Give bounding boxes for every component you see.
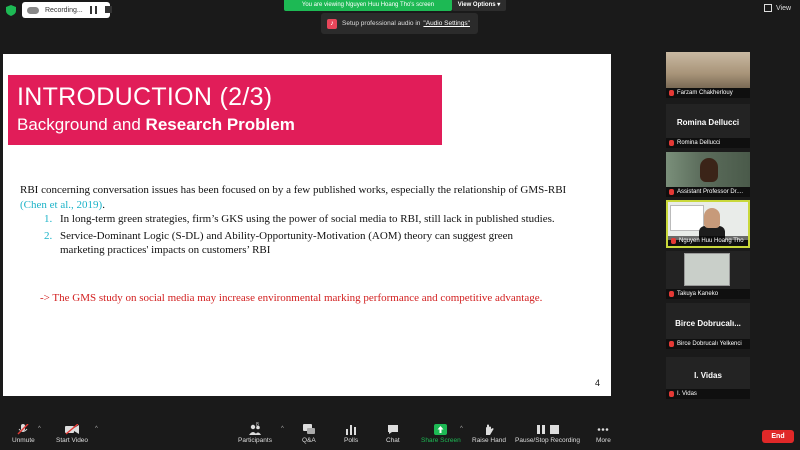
more-button[interactable]	[596, 424, 611, 444]
slide-title: INTRODUCTION (2/3)	[17, 83, 273, 111]
slide-subtitle	[17, 115, 295, 135]
cloud-record-icon	[27, 7, 39, 14]
shield-icon[interactable]	[6, 5, 16, 16]
participant-tile[interactable]	[666, 52, 750, 98]
list-number: 2.	[44, 230, 53, 242]
pause-recording-icon[interactable]	[90, 6, 97, 14]
muted-mic-icon	[669, 291, 674, 297]
slide-paragraph	[20, 183, 580, 213]
participant-display-name: Birce Dobrucalı...	[675, 319, 741, 328]
viewing-screen-banner: You are viewing Nguyen Huu Hoang Tho's screen	[284, 0, 452, 11]
participant-video	[666, 52, 750, 88]
list-item	[20, 212, 560, 226]
list-text: In long-term green strategies, firm’s GKS using the power of social media to RBI, still lack in published studies.	[60, 213, 555, 225]
polls-button[interactable]	[344, 424, 358, 444]
slide-list	[20, 212, 560, 260]
participant-tile[interactable]	[666, 152, 750, 197]
chat-icon	[387, 424, 399, 435]
participant-face	[704, 208, 720, 228]
pause-stop-recording-button[interactable]	[515, 424, 580, 444]
participant-face	[700, 158, 718, 182]
participants-count: 8	[256, 422, 259, 428]
unmute-button[interactable]	[12, 424, 35, 444]
paragraph-text: RBI concerning conversation issues has been focused on by a few published works, especially the relationship of GMS-RBI	[20, 184, 567, 196]
presentation-board	[670, 205, 704, 231]
share-screen-label: Share Screen	[421, 437, 461, 444]
chevron-up-icon[interactable]: ^	[281, 426, 284, 432]
share-screen-icon	[434, 424, 447, 435]
view-options-button[interactable]	[452, 0, 506, 11]
participant-name: Farzam Chakherlouy	[666, 88, 750, 98]
participant-name: Birce Dobrucalı Yelkenci	[666, 339, 750, 349]
participant-tile[interactable]	[666, 303, 750, 349]
slide-page-number: 4	[595, 378, 601, 388]
shared-slide	[3, 54, 611, 396]
qa-label: Q&A	[302, 437, 316, 444]
view-button[interactable]	[764, 4, 791, 12]
muted-mic-icon	[669, 189, 674, 195]
participant-video	[684, 253, 730, 286]
start-video-button[interactable]	[56, 424, 88, 444]
paragraph-citation: (Chen et al., 2019)	[20, 199, 103, 211]
chevron-up-icon[interactable]: ^	[460, 426, 463, 432]
audio-tip-text: Setup professional audio in	[342, 20, 421, 27]
list-number: 1.	[44, 213, 53, 225]
participant-name: Nguyen Huu Hoang Tho	[668, 236, 748, 246]
share-screen-button[interactable]	[421, 424, 461, 444]
chat-label: Chat	[386, 437, 400, 444]
chat-button[interactable]	[386, 424, 400, 444]
muted-mic-icon	[671, 238, 676, 244]
slide-subtitle-bold: Research Problem	[145, 115, 295, 134]
audio-settings-link[interactable]: "Audio Settings"	[423, 20, 470, 27]
raise-hand-label: Raise Hand	[472, 437, 506, 444]
polls-icon	[345, 424, 357, 435]
start-video-label: Start Video	[56, 437, 89, 444]
participant-name: Assistant Professor Dr....	[666, 187, 750, 197]
slide-conclusion: -> The GMS study on social media may increase environmental marking performance and competitive advantage.	[40, 292, 543, 304]
participant-name: Takuya Kaneko	[666, 289, 750, 299]
muted-mic-icon	[669, 341, 674, 347]
meeting-toolbar	[0, 420, 800, 450]
end-meeting-button[interactable]: End	[762, 430, 794, 443]
top-bar	[0, 0, 800, 40]
active-speaker-tile[interactable]	[666, 200, 750, 248]
chevron-up-icon[interactable]: ^	[95, 426, 98, 432]
participant-name: Romina Dellucci	[666, 138, 750, 148]
participants-icon	[249, 424, 261, 435]
participants-button[interactable]	[238, 424, 272, 444]
chevron-up-icon[interactable]: ^	[38, 426, 41, 432]
qa-icon	[303, 424, 315, 435]
pause-stop-icon	[537, 424, 559, 435]
muted-mic-icon	[669, 90, 674, 96]
video-off-icon	[65, 424, 79, 435]
raise-hand-icon	[483, 424, 495, 435]
muted-mic-icon	[17, 424, 29, 435]
audio-settings-tip	[321, 13, 478, 34]
recording-indicator	[22, 2, 110, 18]
pause-stop-recording-label: Pause/Stop Recording	[515, 437, 581, 444]
participant-name: I. Vidas	[666, 389, 750, 399]
list-item	[20, 229, 560, 257]
slide-subtitle-plain: Background and	[17, 115, 146, 134]
more-icon	[597, 424, 609, 435]
participants-label: Participants	[238, 437, 272, 444]
participant-display-name: Romina Dellucci	[676, 118, 740, 127]
grid-icon	[764, 4, 772, 12]
raise-hand-button[interactable]	[472, 424, 506, 444]
paragraph-end: .	[102, 199, 105, 211]
qa-button[interactable]	[302, 424, 316, 444]
audio-icon: ♪	[327, 19, 337, 29]
chevron-down-icon: ▾	[497, 2, 501, 8]
slide-title-box	[8, 75, 442, 145]
more-label: More	[596, 437, 611, 444]
list-text: Service-Dominant Logic (S-DL) and Ability-Opportunity-Motivation (AOM) theory can suggest green marketing practices' impacts on customers’ RBI	[60, 230, 514, 256]
participant-tile[interactable]	[666, 251, 750, 299]
view-label: View	[776, 4, 792, 12]
participant-tile[interactable]	[666, 357, 750, 399]
unmute-label: Unmute	[12, 437, 35, 444]
stop-recording-icon[interactable]	[105, 6, 112, 13]
muted-mic-icon	[669, 140, 674, 146]
participant-display-name: I. Vidas	[694, 371, 722, 380]
polls-label: Polls	[344, 437, 359, 444]
muted-mic-icon	[669, 391, 674, 397]
participant-tile[interactable]	[666, 104, 750, 148]
view-options-label: View Options	[457, 2, 496, 8]
recording-label: Recording...	[45, 6, 83, 14]
